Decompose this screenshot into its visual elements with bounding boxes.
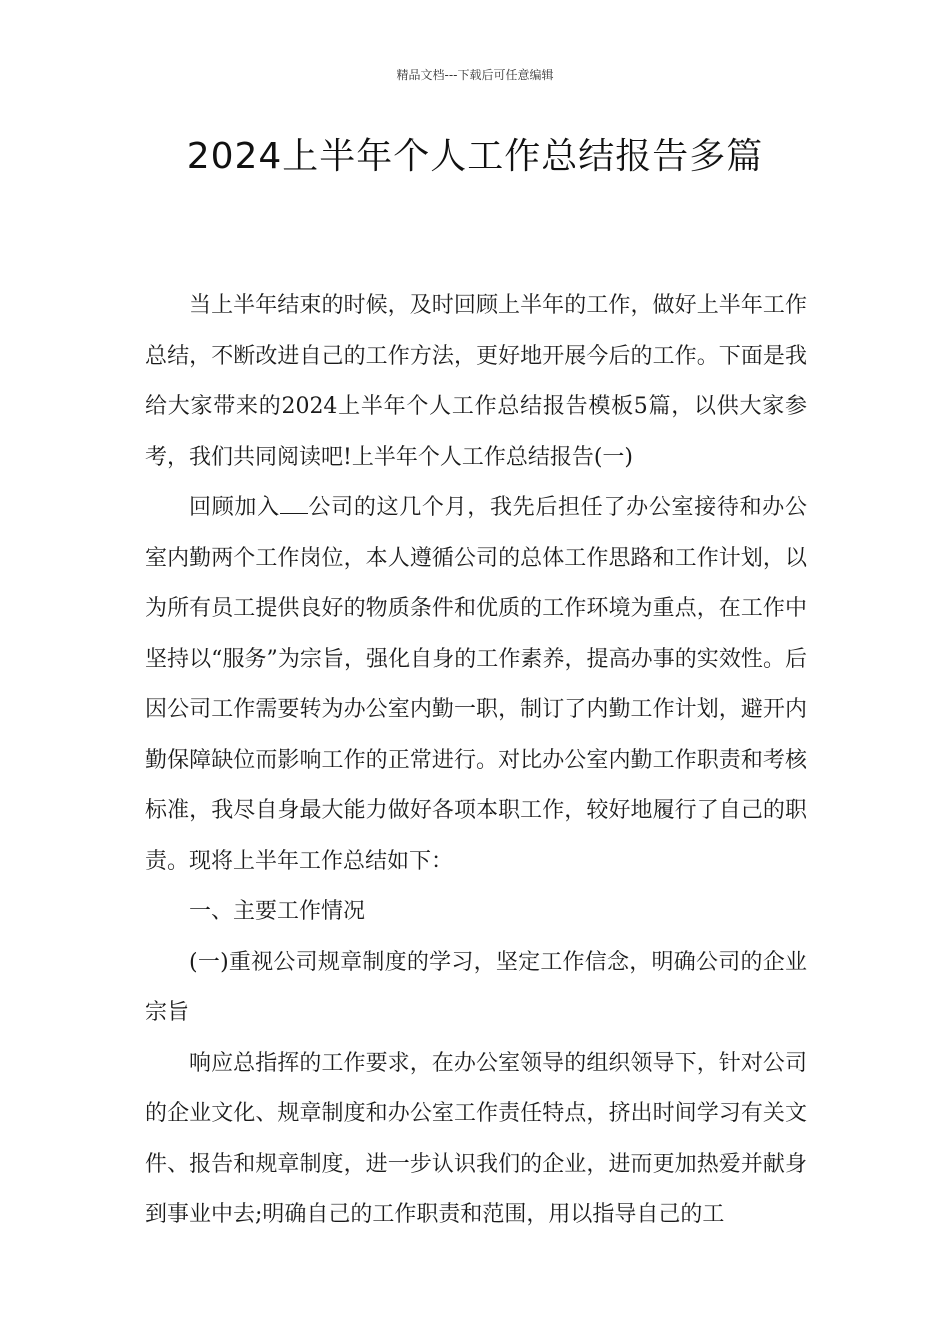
paragraph-study: 响应总指挥的工作要求，在办公室领导的组织领导下，针对公司的企业文化、规章制度和办公室工作责任特点，挤出时间学习有关文件、报告和规章制度，进一步认识我们的企业，进而更加热爱并献身到事业中去;明确自己的工作职责和范围，用以指导自己的工 [145,1050,807,1227]
section-heading: 一、主要工作情况 [189,899,366,924]
paragraph-review-rest: 公司的这几个月，我先后担任了办公室接待和办公室内勤两个工作岗位，本人遵循公司的总体工作思路和工作计划，以为所有员工提供良好的物质条件和优质的工作环境为重点，在工作中坚持以“服务”为宗旨，强化自身的工作素养，提高办事的实效性。后因公司工作需要转为办公室内勤一职，制订了内勤工作计划，避开内勤保障缺位而影响工作的正常进行。对比办公室内勤工作职责和考核标准，我尽自身最大能力做好各项本职工作，较好地履行了自己的职责。现将上半年工作总结如下： [145,495,807,874]
subsection-heading: (一)重视公司规章制度的学习，坚定工作信念，明确公司的企业宗旨 [145,949,807,1025]
header-note: 精品文档---下载后可任意编辑 [396,68,554,82]
page-title: 2024上半年个人工作总结报告多篇 [186,136,764,177]
document-body [145,281,807,1241]
blank-underline [280,495,308,514]
paragraph-review [145,483,807,887]
paragraph-review-start: 回顾加入 [189,495,280,520]
paragraph-intro: 当上半年结束的时候，及时回顾上半年的工作，做好上半年工作总结，不断改进自己的工作方法，更好地开展今后的工作。下面是我给大家带来的2024上半年个人工作总结报告模板5篇，以供大家参考，我们共同阅读吧!上半年个人工作总结报告(一) [145,293,807,470]
